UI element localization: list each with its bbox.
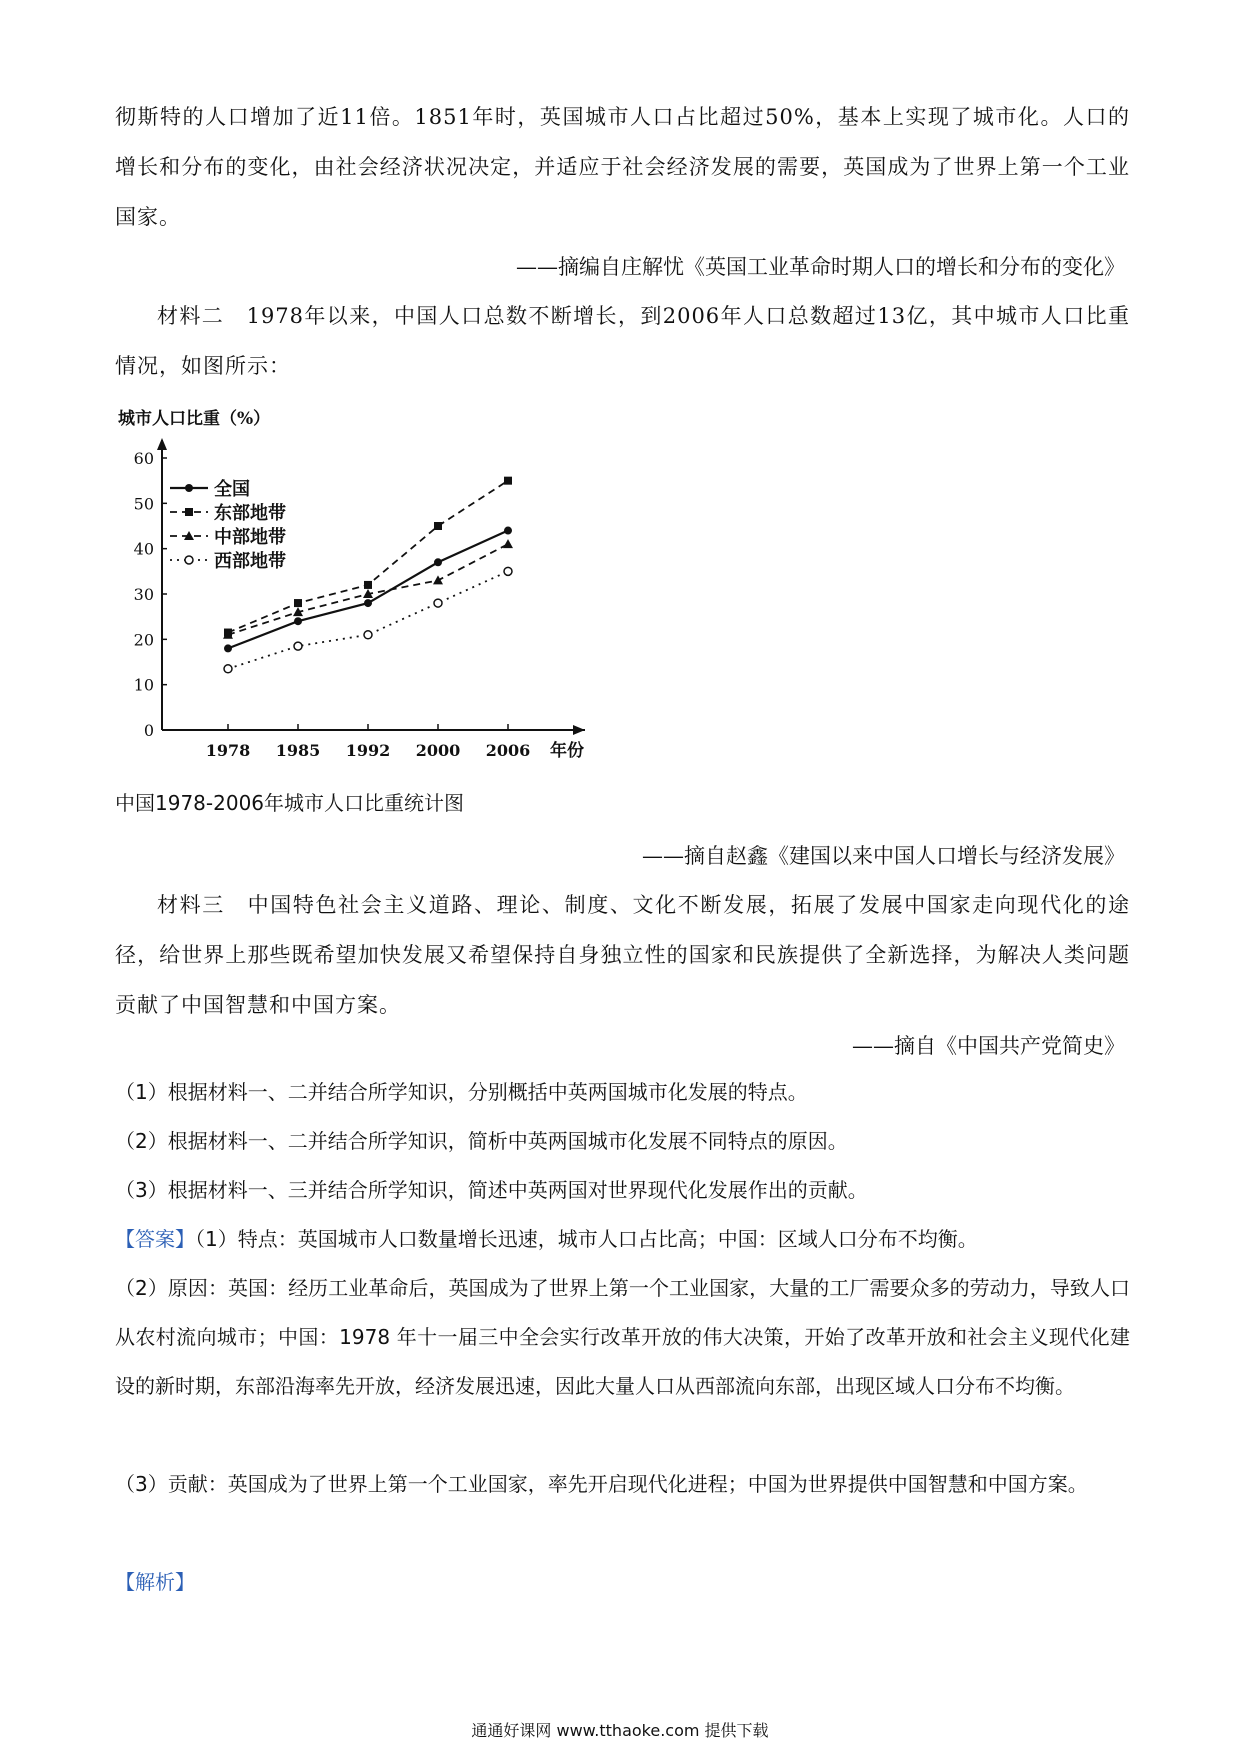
y-tick-label: 10 xyxy=(133,675,154,695)
material2-text: 材料二 1978年以来，中国人口总数不断增长，到2006年人口总数超过13亿，其中城市人口比重情况，如图所示： xyxy=(115,304,1130,378)
question-1: （1）根据材料一、二并结合所学知识，分别概括中英两国城市化发展的特点。 xyxy=(115,1080,808,1104)
y-tick-label: 30 xyxy=(133,585,154,604)
urban-population-chart xyxy=(110,398,600,770)
data-point xyxy=(364,599,372,607)
legend-label: 西部地带 xyxy=(214,551,286,572)
y-tick-label: 0 xyxy=(143,721,154,740)
legend-marker xyxy=(185,556,193,564)
y-tick-label: 50 xyxy=(133,494,154,514)
data-point xyxy=(224,665,232,673)
data-point xyxy=(504,567,512,575)
data-point xyxy=(434,558,442,566)
page-footer: 通通好课网 www.tthaoke.com 提供下载 xyxy=(471,1721,769,1740)
material1-text: 彻斯特的人口增加了近11倍。1851年时，英国城市人口占比超过50%，基本上实现了城市化。人口的增长和分布的变化，由社会经济状况决定，并适应于社会经济发展的需要，英国成为了世界上第一个工业国家。 xyxy=(115,105,1130,229)
x-tick-label: 1985 xyxy=(275,741,321,760)
chart-caption: 中国1978-2006年城市人口比重统计图 xyxy=(115,791,465,815)
answer-tag: 【答案】 xyxy=(115,1227,195,1251)
material1-source: ——摘编自庄解忧《英国工业革命时期人口的增长和分布的变化》 xyxy=(516,255,1125,279)
y-tick-label: 60 xyxy=(133,449,154,468)
data-point xyxy=(433,575,443,584)
analysis-tag: 【解析】 xyxy=(115,1570,195,1594)
y-axis-label: 城市人口比重（%） xyxy=(118,409,271,429)
data-point xyxy=(434,599,442,607)
legend-label: 东部地带 xyxy=(214,503,286,524)
y-axis-arrow xyxy=(157,438,167,450)
material2-source: ——摘自赵鑫《建国以来中国人口增长与经济发展》 xyxy=(642,844,1125,868)
legend-label: 中部地带 xyxy=(214,527,286,548)
data-point xyxy=(364,581,372,589)
data-point xyxy=(434,522,442,530)
data-point xyxy=(294,599,302,607)
y-tick-label: 20 xyxy=(133,630,154,650)
data-point xyxy=(504,477,512,485)
legend-marker xyxy=(185,484,193,492)
answer-part1 xyxy=(115,1215,1130,1264)
x-tick-label: 1992 xyxy=(345,741,391,760)
x-axis-label: 年份 xyxy=(550,741,584,761)
data-point xyxy=(224,644,232,652)
y-tick-label: 40 xyxy=(133,539,154,559)
answer-part1-text: （1）特点：英国城市人口数量增长迅速，城市人口占比高；中国：区域人口分布不均衡。 xyxy=(195,1227,978,1251)
legend-label: 全国 xyxy=(214,479,250,500)
x-tick-label: 1978 xyxy=(205,741,251,760)
x-tick-label: 2000 xyxy=(415,741,461,760)
material3-source: ——摘自《中国共产党简史》 xyxy=(852,1034,1125,1058)
question-2: （2）根据材料一、二并结合所学知识，简析中英两国城市化发展不同特点的原因。 xyxy=(115,1129,848,1153)
answer-part3: （3）贡献：英国成为了世界上第一个工业国家，率先开启现代化进程；中国为世界提供中国智慧和中国方案。 xyxy=(115,1472,1088,1496)
data-point xyxy=(364,631,372,639)
question-3: （3）根据材料一、三并结合所学知识，简述中英两国对世界现代化发展作出的贡献。 xyxy=(115,1178,868,1202)
data-point xyxy=(503,539,513,548)
x-axis-arrow xyxy=(573,725,585,735)
x-tick-label: 2006 xyxy=(485,741,531,760)
data-point xyxy=(294,642,302,650)
material3-text: 材料三 中国特色社会主义道路、理论、制度、文化不断发展，拓展了发展中国家走向现代化的途径，给世界上那些既希望加快发展又希望保持自身独立性的国家和民族提供了全新选择，为解决人类问题贡献了中国智慧和中国方案。 xyxy=(115,893,1130,1017)
legend-marker xyxy=(185,508,193,516)
data-point xyxy=(294,617,302,625)
answer-part2: （2）原因：英国：经历工业革命后，英国成为了世界上第一个工业国家，大量的工厂需要众多的劳动力，导致人口从农村流向城市；中国：1978 年十一届三中全会实行改革开放的伟大决策，开始了改革开放和社会主义现代化建设的新时期，东部沿海率先开放，经济发展迅速，因此大量人口从西部流向东部，出现区域人口分布不均衡。 xyxy=(115,1276,1130,1398)
data-point xyxy=(504,527,512,535)
